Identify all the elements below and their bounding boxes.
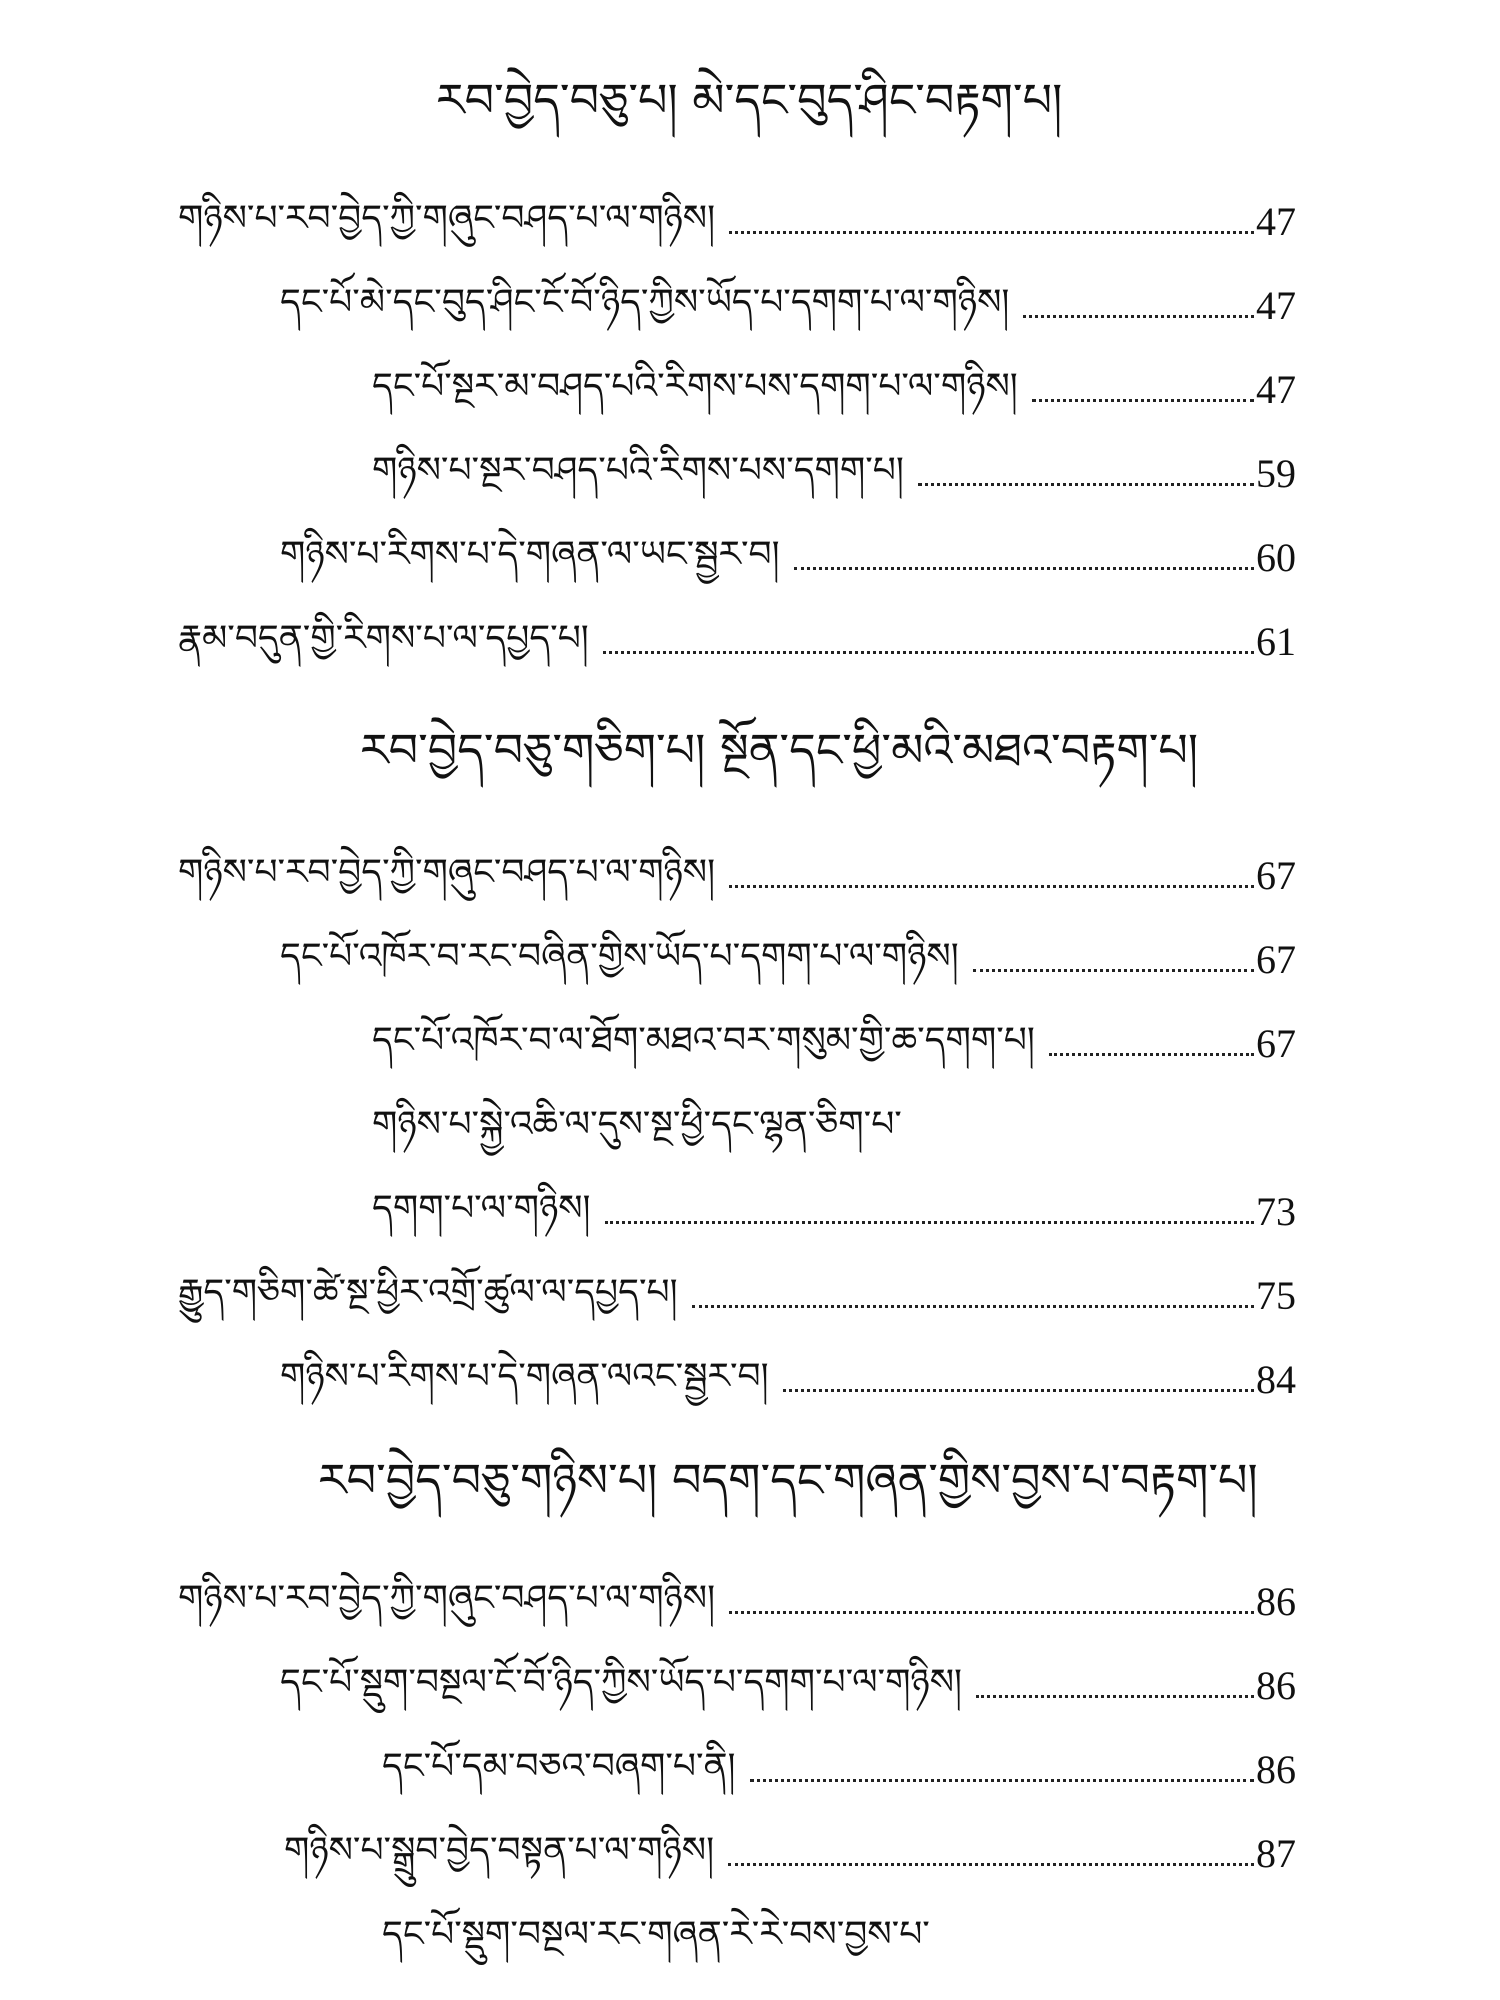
toc-page-number: 47 [1256, 283, 1296, 328]
toc-page-number: 67 [1256, 853, 1296, 898]
dot-leader [1023, 315, 1254, 318]
toc-page-number: 60 [1256, 535, 1296, 580]
dot-leader [603, 651, 1254, 654]
toc-entry [372, 1092, 1296, 1152]
toc-page-number: 87 [1256, 1831, 1296, 1876]
toc-page-number: 61 [1256, 619, 1296, 664]
toc-entry-label: གཉིས་པ་རིགས་པ་དེ་གཞན་ལ་ཡང་སྦྱར་བ། [280, 534, 780, 575]
toc-entry [178, 1260, 1296, 1320]
toc-entry [382, 1902, 1296, 1962]
toc-entry-label: དང་པོ་སྡུག་བསྔལ་ངོ་བོ་ཉིད་ཀྱིས་ཡོད་པ་དགག་པ་ལ་གཉིས། [280, 1662, 962, 1703]
toc-entry [178, 186, 1296, 246]
toc-page-number: 67 [1256, 937, 1296, 982]
dot-leader [750, 1779, 1254, 1782]
dot-leader [1049, 1053, 1254, 1056]
toc-entry-label: དགག་པ་ལ་གཉིས། [372, 1188, 591, 1229]
section-heading: རབ་བྱེད་བཅུ་གཉིས་པ། བདག་དང་གཞན་གྱིས་བྱས་པ་བརྟག་པ། [318, 1453, 1258, 1507]
toc-entry [284, 1818, 1296, 1878]
toc-entry-label: དང་པོ་དམ་བཅའ་བཞག་པ་ནི། [382, 1746, 736, 1787]
toc-entry [280, 522, 1296, 582]
toc-entry [372, 438, 1296, 498]
toc-entry-label: དང་པོ་འཁོར་བ་རང་བཞིན་གྱིས་ཡོད་པ་དགག་པ་ལ་གཉིས། [280, 936, 959, 977]
toc-entry-label: གཉིས་པ་རབ་བྱེད་ཀྱི་གཞུང་བཤད་པ་ལ་གཉིས། [178, 1578, 716, 1619]
toc-entry [178, 840, 1296, 900]
toc-entry-label: རྒྱུད་གཅིག་ཚེ་སྔ་ཕྱིར་འགྲོ་ཚུལ་ལ་དཔྱད་པ། [178, 1272, 678, 1313]
toc-entry-label: གཉིས་པ་སྐྱེ་འཆི་ལ་དུས་སྔ་ཕྱི་དང་ལྷན་ཅིག་པ་ [372, 1104, 902, 1145]
toc-entry-label: དང་པོ་སྔར་མ་བཤད་པའི་རིགས་པས་དགག་པ་ལ་གཉིས། [372, 366, 1018, 407]
dot-leader [918, 483, 1254, 486]
toc-page-number: 86 [1256, 1579, 1296, 1624]
toc-entry [382, 1734, 1296, 1794]
dot-leader [605, 1221, 1254, 1224]
toc-entry [372, 354, 1296, 414]
toc-page-number: 47 [1256, 367, 1296, 412]
toc-entry-label: གཉིས་པ་རབ་བྱེད་ཀྱི་གཞུང་བཤད་པ་ལ་གཉིས། [178, 852, 716, 893]
toc-entry [178, 1566, 1296, 1626]
toc-entry-label: དང་པོ་སྡུག་བསྔལ་རང་གཞན་རེ་རེ་བས་བྱས་པ་ [382, 1914, 930, 1955]
toc-entry [372, 1008, 1296, 1068]
toc-page-number: 86 [1256, 1747, 1296, 1792]
toc-entry [178, 606, 1296, 666]
dot-leader [728, 1863, 1254, 1866]
dot-leader [794, 567, 1254, 570]
toc-entry-label: གཉིས་པ་སྔར་བཤད་པའི་རིགས་པས་དགག་པ། [372, 450, 904, 491]
section-heading: རབ་བྱེད་བཅུ་གཅིག་པ། སྔོན་དང་ཕྱི་མའི་མཐའ་བརྟག་པ། [360, 723, 1199, 777]
toc-entry-label: གཉིས་པ་རིགས་པ་དེ་གཞན་ལའང་སྦྱར་བ། [280, 1356, 769, 1397]
dot-leader [783, 1389, 1254, 1392]
toc-entry-label: གཉིས་པ་སྒྲུབ་བྱེད་བསྟན་པ་ལ་གཉིས། [284, 1830, 715, 1871]
section-heading: རབ་བྱེད་བཅུ་པ། མེ་དང་བུད་ཤིང་བརྟག་པ། [436, 73, 1063, 127]
dot-leader [692, 1305, 1254, 1308]
toc-entry [280, 270, 1296, 330]
toc-page-number: 67 [1256, 1021, 1296, 1066]
dot-leader [976, 1695, 1254, 1698]
toc-entry-label: དང་པོ་མེ་དང་བུད་ཤིང་ངོ་བོ་ཉིད་ཀྱིས་ཡོད་པ་དགག་པ་ལ་གཉིས། [280, 282, 1010, 323]
toc-entry [372, 1176, 1296, 1236]
dot-leader [973, 969, 1254, 972]
toc-entry [280, 1344, 1296, 1404]
toc-entry-label: དང་པོ་འཁོར་བ་ལ་ཐོག་མཐའ་བར་གསུམ་གྱི་ཆ་དགག་པ། [372, 1020, 1035, 1061]
dot-leader [1032, 399, 1254, 402]
toc-page-number: 75 [1256, 1273, 1296, 1318]
toc-page-number: 86 [1256, 1663, 1296, 1708]
toc-page-number: 73 [1256, 1189, 1296, 1234]
toc-entry [280, 1650, 1296, 1710]
toc-entry-label: གཉིས་པ་རབ་བྱེད་ཀྱི་གཞུང་བཤད་པ་ལ་གཉིས། [178, 198, 716, 239]
toc-page-number: 59 [1256, 451, 1296, 496]
toc-entry [280, 924, 1296, 984]
toc-entry-label: རྣམ་བདུན་གྱི་རིགས་པ་ལ་དཔྱད་པ། [178, 618, 589, 659]
dot-leader [729, 885, 1254, 888]
toc-page-number: 47 [1256, 199, 1296, 244]
dot-leader [729, 231, 1254, 234]
dot-leader [729, 1611, 1254, 1614]
toc-page-number: 84 [1256, 1357, 1296, 1402]
